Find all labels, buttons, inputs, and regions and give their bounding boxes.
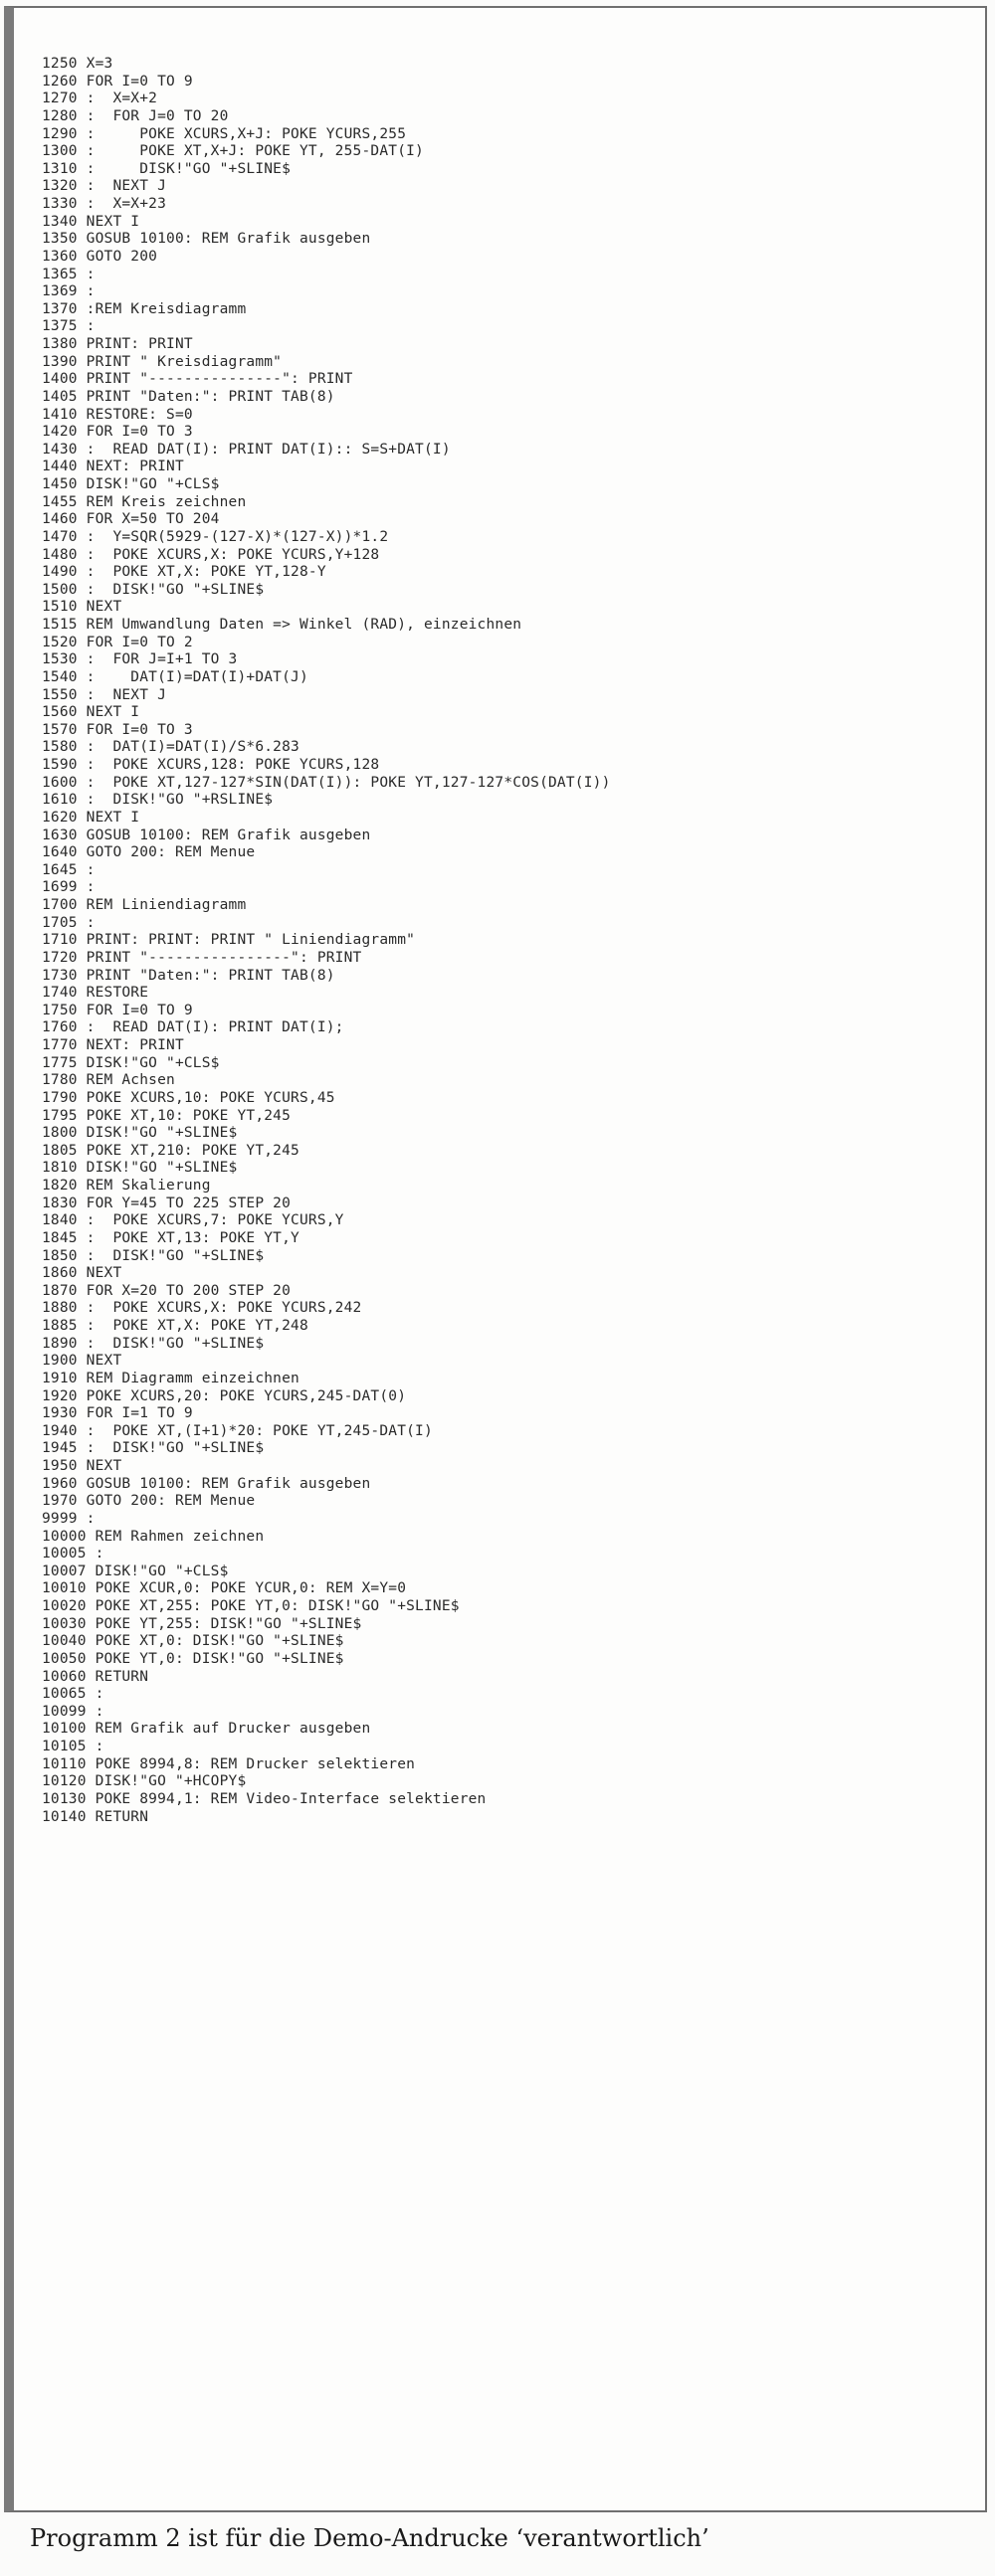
code-line: 1900 NEXT [42, 1353, 122, 1370]
code-line: 1885 : POKE XT,X: POKE YT,248 [42, 1318, 308, 1334]
code-line: 1520 FOR I=0 TO 2 [42, 634, 193, 650]
code-line: 1860 NEXT [42, 1265, 122, 1282]
figure-caption: Programm 2 ist für die Demo-Andrucke ‘verantwortlich’ [30, 2524, 709, 2552]
code-line: 1310 : DISK!"GO "+SLINE$ [42, 160, 292, 177]
code-line: 1830 FOR Y=45 TO 225 STEP 20 [42, 1195, 292, 1211]
code-line: 1720 PRINT "----------------": PRINT [42, 949, 362, 966]
code-line: 10100 REM Grafik auf Drucker ausgeben [42, 1721, 371, 1738]
code-line: 1360 GOTO 200 [42, 248, 158, 265]
code-line: 10010 POKE XCUR,0: POKE YCUR,0: REM X=Y=0 [42, 1580, 407, 1597]
code-line: 1375 : [42, 318, 96, 335]
code-line: 1700 REM Liniendiagramm [42, 897, 247, 913]
code-line: 1750 FOR I=0 TO 9 [42, 1002, 193, 1018]
code-line: 10020 POKE XT,255: POKE YT,0: DISK!"GO "+SLINE$ [42, 1598, 460, 1614]
code-line: 1780 REM Achsen [42, 1072, 175, 1089]
code-line: 1580 : DAT(I)=DAT(I)/S*6.283 [42, 739, 299, 756]
code-line: 1795 POKE XT,10: POKE YT,245 [42, 1107, 292, 1124]
code-line: 1920 POKE XCURS,20: POKE YCURS,245-DAT(0) [42, 1387, 407, 1404]
code-line: 10120 DISK!"GO "+HCOPY$ [42, 1773, 247, 1790]
code-line: 1945 : DISK!"GO "+SLINE$ [42, 1440, 265, 1457]
code-line: 1390 PRINT " Kreisdiagramm" [42, 353, 283, 370]
code-line: 10140 RETURN [42, 1808, 149, 1825]
code-line: 1880 : POKE XCURS,X: POKE YCURS,242 [42, 1300, 362, 1317]
code-line: 1350 GOSUB 10100: REM Grafik ausgeben [42, 231, 371, 248]
code-line: 1870 FOR X=20 TO 200 STEP 20 [42, 1282, 292, 1299]
code-line: 1610 : DISK!"GO "+RSLINE$ [42, 792, 274, 809]
code-line: 1850 : DISK!"GO "+SLINE$ [42, 1247, 265, 1264]
code-line: 1640 GOTO 200: REM Menue [42, 844, 256, 861]
code-line: 1430 : READ DAT(I): PRINT DAT(I):: S=S+DAT(I) [42, 441, 451, 458]
code-line: 1845 : POKE XT,13: POKE YT,Y [42, 1229, 299, 1246]
code-line: 1600 : POKE XT,127-127*SIN(DAT(I)): POKE YT,127-127*COS(DAT(I)) [42, 774, 611, 791]
code-line: 1910 REM Diagramm einzeichnen [42, 1370, 299, 1386]
code-line: 10110 POKE 8994,8: REM Drucker selektieren [42, 1755, 416, 1772]
code-line: 1515 REM Umwandlung Daten => Winkel (RAD), einzeichnen [42, 617, 522, 633]
code-line: 1890 : DISK!"GO "+SLINE$ [42, 1335, 265, 1352]
code-line: 10030 POKE YT,255: DISK!"GO "+SLINE$ [42, 1615, 362, 1632]
code-line: 1490 : POKE XT,X: POKE YT,128-Y [42, 564, 326, 581]
code-line: 1500 : DISK!"GO "+SLINE$ [42, 581, 265, 598]
code-line: 1290 : POKE XCURS,X+J: POKE YCURS,255 [42, 125, 407, 142]
listing-frame [4, 6, 987, 2512]
code-line: 1800 DISK!"GO "+SLINE$ [42, 1125, 238, 1142]
code-line: 1960 GOSUB 10100: REM Grafik ausgeben [42, 1475, 371, 1492]
code-line: 9999 : [42, 1510, 96, 1527]
code-line: 10065 : [42, 1686, 104, 1703]
code-line: 1380 PRINT: PRINT [42, 336, 193, 352]
code-line: 1620 NEXT I [42, 809, 140, 826]
code-line: 1805 POKE XT,210: POKE YT,245 [42, 1142, 299, 1159]
code-line: 1710 PRINT: PRINT: PRINT " Liniendiagramm" [42, 932, 416, 949]
code-line: 10130 POKE 8994,1: REM Video-Interface selektieren [42, 1790, 487, 1807]
code-line: 1645 : [42, 861, 96, 878]
code-line: 1810 DISK!"GO "+SLINE$ [42, 1160, 238, 1177]
code-line: 10005 : [42, 1546, 104, 1563]
code-line: 1320 : NEXT J [42, 178, 167, 195]
code-line: 1775 DISK!"GO "+CLS$ [42, 1054, 220, 1071]
code-line: 1340 NEXT I [42, 213, 140, 230]
code-line: 1550 : NEXT J [42, 686, 167, 703]
code-line: 1280 : FOR J=0 TO 20 [42, 107, 229, 124]
code-line: 1460 FOR X=50 TO 204 [42, 511, 220, 528]
code-line: 1630 GOSUB 10100: REM Grafik ausgeben [42, 827, 371, 843]
code-line: 1950 NEXT [42, 1458, 122, 1474]
code-line: 1730 PRINT "Daten:": PRINT TAB(8) [42, 967, 335, 984]
code-line: 1400 PRINT "---------------": PRINT [42, 371, 353, 388]
code-line: 10099 : [42, 1703, 104, 1720]
code-line: 1470 : Y=SQR(5929-(127-X)*(127-X))*1.2 [42, 528, 389, 545]
code-line: 1455 REM Kreis zeichnen [42, 493, 247, 510]
code-line: 1510 NEXT [42, 599, 122, 616]
code-line: 1590 : POKE XCURS,128: POKE YCURS,128 [42, 757, 380, 773]
code-line: 1940 : POKE XT,(I+1)*20: POKE YT,245-DAT(I) [42, 1422, 433, 1439]
code-line: 1369 : [42, 283, 96, 300]
code-line: 1420 FOR I=0 TO 3 [42, 424, 193, 441]
code-line: 1440 NEXT: PRINT [42, 459, 184, 475]
code-line: 10060 RETURN [42, 1668, 149, 1685]
code-line: 1760 : READ DAT(I): PRINT DAT(I); [42, 1019, 344, 1036]
code-line: 1820 REM Skalierung [42, 1178, 211, 1194]
code-line: 1930 FOR I=1 TO 9 [42, 1405, 193, 1422]
code-line: 1770 NEXT: PRINT [42, 1037, 184, 1053]
code-line: 10105 : [42, 1739, 104, 1754]
code-line: 1705 : [42, 914, 96, 931]
code-line: 1570 FOR I=0 TO 3 [42, 721, 193, 738]
code-line: 1260 FOR I=0 TO 9 [42, 73, 193, 90]
code-line: 1790 POKE XCURS,10: POKE YCURS,45 [42, 1089, 335, 1106]
code-line: 1365 : [42, 266, 96, 282]
code-line: 1540 : DAT(I)=DAT(I)+DAT(J) [42, 668, 308, 685]
code-line: 10007 DISK!"GO "+CLS$ [42, 1563, 229, 1579]
code-line: 1270 : X=X+2 [42, 91, 158, 107]
code-line: 1970 GOTO 200: REM Menue [42, 1493, 256, 1510]
code-line: 1330 : X=X+23 [42, 196, 167, 212]
code-line: 1740 RESTORE [42, 985, 149, 1002]
code-line: 10000 REM Rahmen zeichnen [42, 1528, 265, 1545]
code-line: 1530 : FOR J=I+1 TO 3 [42, 651, 238, 668]
code-line: 1480 : POKE XCURS,X: POKE YCURS,Y+128 [42, 546, 380, 563]
code-line: 10040 POKE XT,0: DISK!"GO "+SLINE$ [42, 1633, 344, 1650]
basic-program-listing [42, 56, 611, 1826]
code-line: 10050 POKE YT,0: DISK!"GO "+SLINE$ [42, 1650, 344, 1667]
code-line: 1300 : POKE XT,X+J: POKE YT, 255-DAT(I) [42, 143, 424, 160]
code-line: 1405 PRINT "Daten:": PRINT TAB(8) [42, 388, 335, 405]
code-line: 1840 : POKE XCURS,7: POKE YCURS,Y [42, 1212, 344, 1229]
code-line: 1370 :REM Kreisdiagramm [42, 300, 247, 317]
code-line: 1250 X=3 [42, 56, 113, 72]
code-line: 1699 : [42, 879, 96, 896]
code-line: 1410 RESTORE: S=0 [42, 406, 193, 423]
code-line: 1450 DISK!"GO "+CLS$ [42, 476, 220, 492]
code-line: 1560 NEXT I [42, 704, 140, 721]
